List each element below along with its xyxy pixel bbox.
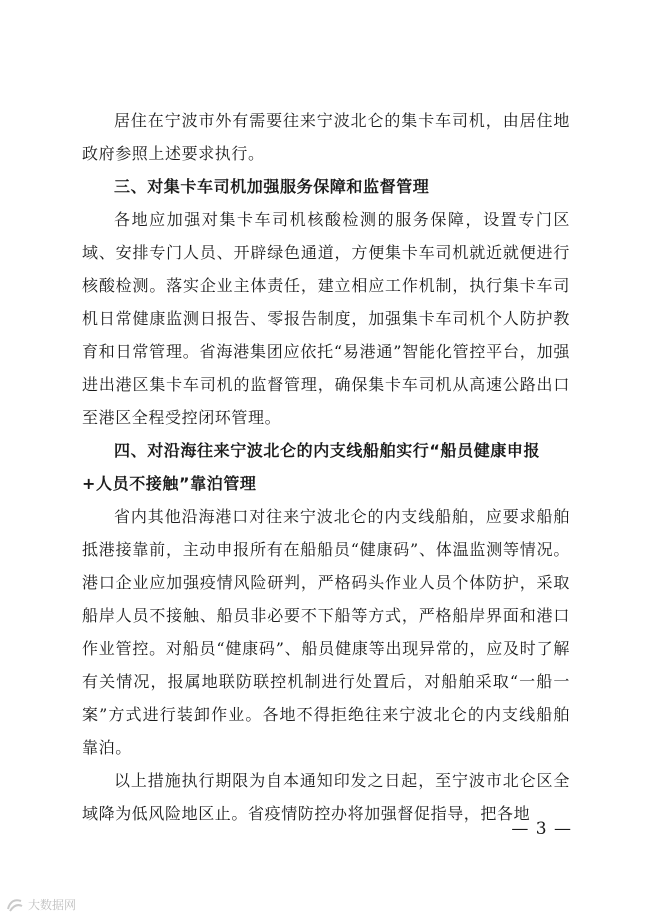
watermark xyxy=(6,896,76,913)
paragraph: 省内其他沿海港口对往来宁波北仑的内支线船舶，应要求船舶抵港接靠前，主动申报所有在船船员“健康码”、体温监测等情况。港口企业应加强疫情风险研判，严格码头作业人员个体防护，采取船岸人员不接触、船员非必要不下船等方式，严格船岸界面和港口作业管控。对船员“健康码”、船员健康等出现异常的，应及时了解有关情况，报属地联防联控机制进行处置后，对船舶采取“一船一案”方式进行装卸作业。各地不得拒绝往来宁波北仑的内支线船舶靠泊。 xyxy=(82,507,570,757)
page-number: — 3 — xyxy=(511,819,572,839)
watermark-text: 大数据网 xyxy=(28,898,77,912)
section-heading: 三、对集卡车司机加强服务保障和监督管理 xyxy=(114,177,430,196)
paragraph: 各地应加强对集卡车司机核酸检测的服务保障，设置专门区域、安排专门人员、开辟绿色通道，方便集卡车司机就近就便进行核酸检测。落实企业主体责任，建立相应工作机制，执行集卡车司机日常健康监测日报告、零报告制度，加强集卡车司机个人防护教育和日常管理。省海港集团应依托“易港通”智能化管控平台，加强进出港区集卡车司机的监督管理，确保集卡车司机从高速公路出口至港区全程受控闭环管理。 xyxy=(82,210,570,427)
section-heading: 四、对沿海往来宁波北仑的内支线船舶实行“船员健康申报+人员不接触”靠泊管理 xyxy=(82,441,541,493)
watermark-logo-icon xyxy=(6,897,24,913)
paragraph: 居住在宁波市外有需要往来宁波北仑的集卡车司机，由居住地政府参照上述要求执行。 xyxy=(82,111,570,163)
document-body xyxy=(82,104,570,830)
paragraph: 以上措施执行期限为自本通知印发之日起，至宁波市北仑区全域降为低风险地区止。省疫情防控办将加强督促指导，把各地 xyxy=(82,771,570,823)
